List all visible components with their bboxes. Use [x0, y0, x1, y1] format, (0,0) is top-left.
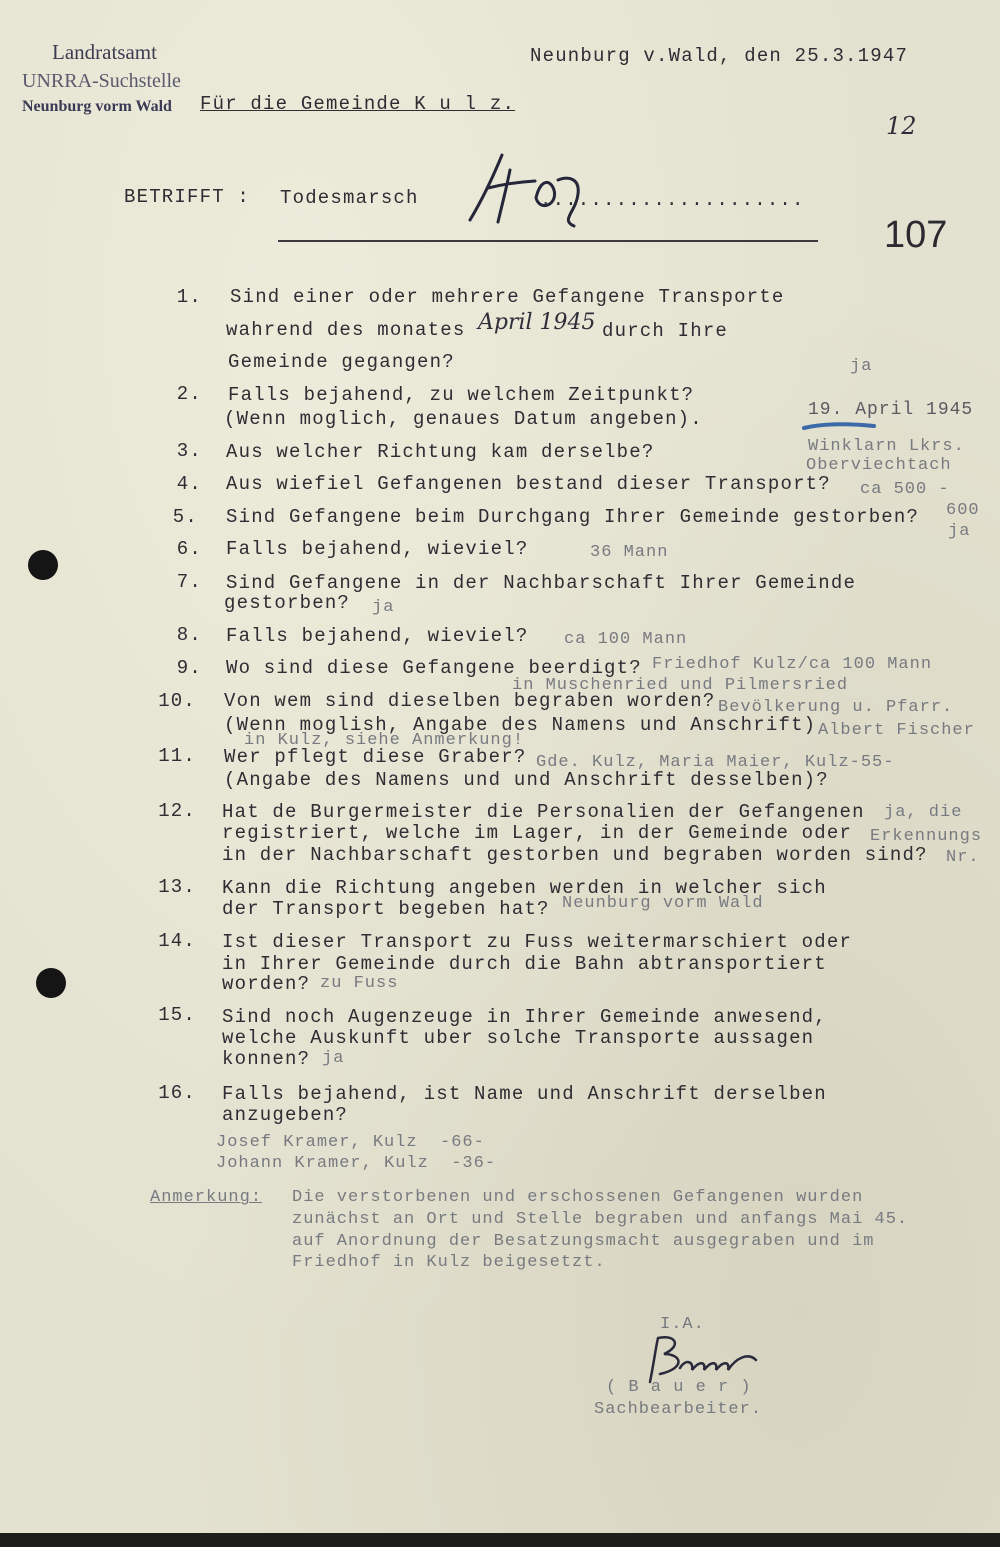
signatory-name: ( B a u e r ): [606, 1378, 752, 1397]
question-text: Sind Gefangene beim Durchgang Ihrer Gemeinde gestorben?: [226, 506, 920, 528]
question-text: Wo sind diese Gefangene beerdigt?: [226, 657, 642, 679]
question-text: konnen?: [222, 1048, 311, 1070]
date-line: Neunburg v.Wald, den 25.3.1947: [530, 45, 909, 67]
letterhead-unit: UNRRA-Suchstelle: [22, 70, 181, 92]
blue-pencil-underline: [800, 418, 880, 436]
question-number: 9.: [176, 657, 202, 679]
question-text: Kann die Richtung angeben werden in welcher sich: [222, 877, 827, 899]
answer-text: Nr.: [946, 848, 980, 867]
witness-entry: Josef Kramer, Kulz -66-: [216, 1133, 485, 1152]
question-text: Falls bejahend, wieviel?: [226, 625, 529, 647]
question-text: (Wenn moglich, genaues Datum angeben).: [224, 408, 703, 430]
question-text: Sind Gefangene in der Nachbarschaft Ihrer Gemeinde: [226, 572, 857, 594]
question-text: Aus welcher Richtung kam derselbe?: [226, 441, 655, 463]
question-number: 4.: [176, 473, 202, 495]
question-text: Wer pflegt diese Graber?: [224, 746, 527, 768]
question-text: Ist dieser Transport zu Fuss weitermarschiert oder: [222, 931, 853, 953]
question-text: in Ihrer Gemeinde durch die Bahn abtransportiert: [222, 953, 827, 975]
handwritten-subject-signature: [440, 150, 610, 230]
question-number: 11.: [158, 745, 196, 767]
answer-text: Erkennungs: [870, 827, 983, 846]
answer-text: ja, die: [884, 803, 963, 822]
question-text: welche Auskunft uber solche Transporte aussagen: [222, 1027, 815, 1049]
subject-dots: .....................: [540, 189, 805, 211]
question-number: 14.: [158, 930, 196, 952]
subject-text: Todesmarsch: [280, 187, 419, 209]
letterhead-city: Neunburg vorm Wald: [22, 98, 172, 115]
punch-hole-bottom: [36, 968, 66, 998]
answer-text: ja: [372, 598, 395, 617]
note-line: Friedhof in Kulz beigesetzt.: [292, 1253, 606, 1272]
answer-text: 36 Mann: [590, 543, 669, 562]
signatory-title: Sachbearbeiter.: [594, 1400, 763, 1419]
note-line: auf Anordnung der Besatzungsmacht ausgegraben und im: [292, 1232, 875, 1251]
question-number: 6.: [176, 538, 202, 560]
question-text: Gemeinde gegangen?: [228, 351, 455, 373]
page-number: 12: [886, 112, 917, 140]
question-text: Von wem sind dieselben begraben worden?: [224, 690, 716, 712]
file-number: 107: [884, 214, 948, 256]
answer-text: 19. April 1945: [808, 400, 974, 420]
answer-text: ca 100 Mann: [564, 630, 688, 649]
question-text: gestorben?: [224, 592, 351, 614]
subject-label: BETRIFFT :: [124, 186, 251, 208]
witness-entry: Johann Kramer, Kulz -36-: [216, 1154, 497, 1173]
question-text: Falls bejahend, zu welchem Zeitpunkt?: [228, 384, 695, 406]
question-text: Falls bejahend, ist Name und Anschrift derselben: [222, 1083, 827, 1105]
answer-text: Neunburg vorm Wald: [562, 894, 764, 913]
answer-text: Oberviechtach: [806, 456, 952, 475]
question-text: registriert, welche im Lager, in der Gemeinde oder: [222, 822, 853, 844]
answer-text: ja: [850, 357, 873, 376]
question-number: 7.: [176, 571, 202, 593]
ia-label: I.A.: [660, 1315, 705, 1334]
question-number: 8.: [176, 624, 202, 646]
question-text: wahrend des monates: [226, 319, 466, 341]
question-number: 13.: [158, 876, 196, 898]
question-text: (Angabe des Namens und und Anschrift desselben)?: [224, 769, 829, 791]
handwritten-month: April 1945: [478, 310, 596, 335]
answer-text: ca 500 -: [860, 480, 950, 499]
question-text: Aus wiefiel Gefangenen bestand dieser Transport?: [226, 473, 831, 495]
answer-text: 600: [946, 501, 980, 520]
answer-text: Bevölkerung u. Pfarr.: [718, 698, 954, 717]
question-number: 12.: [158, 800, 196, 822]
note-line: Die verstorbenen und erschossenen Gefangenen wurden: [292, 1188, 864, 1207]
answer-text: ja: [322, 1049, 345, 1068]
question-text: in der Nachbarschaft gestorben und begraben worden sind?: [222, 844, 928, 866]
answer-text: zu Fuss: [320, 974, 399, 993]
scan-edge: [0, 1533, 1000, 1547]
note-line: zunächst an Ort und Stelle begraben und anfangs Mai 45.: [292, 1210, 909, 1229]
question-number: 10.: [158, 690, 196, 712]
question-text: anzugeben?: [222, 1104, 349, 1126]
answer-text: Friedhof Kulz/ca 100 Mann: [652, 655, 933, 674]
question-number: 1.: [176, 286, 202, 308]
answer-text: in Kulz, siehe Anmerkung!: [244, 731, 525, 750]
question-number: 5.: [172, 506, 198, 528]
subject-underline: [278, 240, 818, 242]
question-text: Sind einer oder mehrere Gefangene Transporte: [230, 286, 785, 308]
question-text: der Transport begeben hat?: [222, 898, 550, 920]
punch-hole-top: [28, 550, 58, 580]
question-text: Sind noch Augenzeuge in Ihrer Gemeinde anwesend,: [222, 1006, 827, 1028]
question-text: durch Ihre: [602, 320, 729, 342]
answer-text: Albert Fischer: [818, 721, 975, 740]
question-number: 2.: [176, 383, 202, 405]
question-number: 16.: [158, 1082, 196, 1104]
question-number: 15.: [158, 1004, 196, 1026]
answer-text: Gde. Kulz, Maria Maier, Kulz-55-: [536, 753, 895, 772]
note-label: Anmerkung:: [150, 1188, 263, 1207]
answer-text: Winklarn Lkrs.: [808, 437, 965, 456]
question-text: (Wenn moglish, Angabe des Namens und Anschrift): [224, 714, 817, 736]
municipality-line: Für die Gemeinde K u l z.: [200, 93, 516, 115]
answer-text: in Muschenried und Pilmersried: [512, 676, 849, 695]
answer-text: ja: [948, 522, 971, 541]
question-text: Falls bejahend, wieviel?: [226, 538, 529, 560]
question-text: worden?: [222, 973, 311, 995]
letterhead-office: Landratsamt: [52, 40, 157, 64]
question-text: Hat de Burgermeister die Personalien der Gefangenen: [222, 801, 865, 823]
question-number: 3.: [176, 440, 202, 462]
